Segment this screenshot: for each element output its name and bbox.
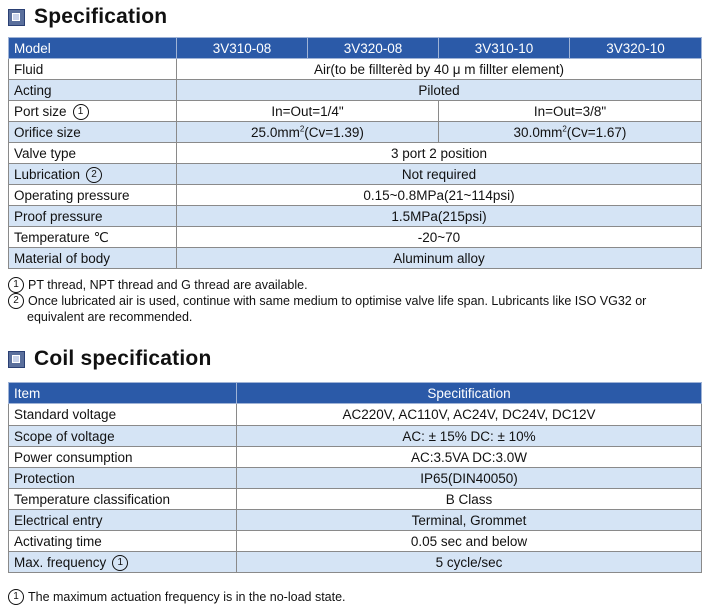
orifice-cv: (Cv=1.39) bbox=[304, 124, 364, 140]
row-label: Proof pressure bbox=[9, 206, 177, 227]
row-label: Electrical entry bbox=[9, 510, 237, 531]
row-label: Max. frequency bbox=[14, 554, 107, 570]
row-label: Temperature bbox=[14, 229, 90, 245]
table-row bbox=[9, 59, 702, 80]
row-value: Aluminum alloy bbox=[177, 248, 702, 269]
row-value-left: In=Out=1/4" bbox=[177, 101, 439, 122]
orifice-area: 30.0mm bbox=[513, 124, 563, 140]
note-marker-icon: 1 bbox=[73, 104, 89, 120]
row-value: Air(to be fillterèd by 40 μ m fillter element) bbox=[177, 59, 702, 80]
row-label: Lubrication bbox=[14, 166, 81, 182]
coil-title-text: Coil specification bbox=[34, 347, 212, 370]
table-row bbox=[9, 227, 702, 248]
table-row bbox=[9, 80, 702, 101]
square-bullet-icon bbox=[8, 9, 25, 26]
celsius-unit: ℃ bbox=[93, 229, 109, 245]
table-row bbox=[9, 468, 702, 489]
row-label-cell bbox=[9, 164, 177, 185]
table-row bbox=[9, 206, 702, 227]
row-value: AC220V, AC110V, AC24V, DC24V, DC12V bbox=[237, 404, 702, 426]
note-text: The maximum actuation frequency is in the no-load state. bbox=[28, 590, 346, 604]
row-label: Scope of voltage bbox=[9, 426, 237, 447]
table-row bbox=[9, 164, 702, 185]
spec-header-col: 3V310-08 bbox=[177, 38, 308, 59]
note-text: Once lubricated air is used, continue with same medium to optimise valve life span. Lubricants like ISO VG32 or bbox=[28, 294, 647, 308]
row-value: 3 port 2 position bbox=[177, 143, 702, 164]
table-row bbox=[9, 510, 702, 531]
spec-title-text: Specification bbox=[34, 5, 168, 28]
row-value-right bbox=[439, 122, 702, 143]
row-label: Activating time bbox=[9, 531, 237, 552]
orifice-area: 25.0mm bbox=[251, 124, 300, 140]
row-label: Acting bbox=[9, 80, 177, 101]
spec-header-model: Model bbox=[9, 38, 177, 59]
row-label-cell bbox=[9, 552, 237, 573]
table-row bbox=[9, 185, 702, 206]
row-label-cell bbox=[9, 101, 177, 122]
spec-header-col: 3V310-10 bbox=[439, 38, 570, 59]
note-marker-icon: 1 bbox=[112, 555, 128, 571]
note-number-icon: 2 bbox=[8, 293, 24, 309]
coil-notes bbox=[8, 589, 346, 605]
coil-header-row bbox=[9, 383, 702, 404]
table-row bbox=[9, 101, 702, 122]
row-value: Piloted bbox=[177, 80, 702, 101]
superscript: 2 bbox=[299, 124, 305, 133]
table-row bbox=[9, 447, 702, 468]
coil-table bbox=[8, 382, 702, 573]
note-number-icon: 1 bbox=[8, 589, 24, 605]
spec-section-title bbox=[8, 5, 167, 29]
row-label: Material of body bbox=[9, 248, 177, 269]
note-item bbox=[8, 589, 346, 605]
coil-section-title bbox=[8, 347, 211, 371]
row-value-right: In=Out=3/8" bbox=[439, 101, 702, 122]
row-label: Port size bbox=[14, 103, 67, 119]
row-value: 1.5MPa(215psi) bbox=[177, 206, 702, 227]
row-value: AC: ± 15% DC: ± 10% bbox=[237, 426, 702, 447]
note-item bbox=[8, 277, 646, 293]
table-row bbox=[9, 404, 702, 426]
table-row bbox=[9, 552, 702, 573]
table-row bbox=[9, 426, 702, 447]
row-label: Fluid bbox=[9, 59, 177, 80]
note-item bbox=[8, 293, 646, 309]
note-continuation: equivalent are recommended. bbox=[27, 310, 193, 324]
row-label: Operating pressure bbox=[9, 185, 177, 206]
note-marker-icon: 2 bbox=[86, 167, 102, 183]
row-value: IP65(DIN40050) bbox=[237, 468, 702, 489]
row-label: Valve type bbox=[9, 143, 177, 164]
square-bullet-icon bbox=[8, 351, 25, 368]
row-value: AC:3.5VA DC:3.0W bbox=[237, 447, 702, 468]
spec-table bbox=[8, 37, 702, 269]
table-row bbox=[9, 143, 702, 164]
row-value: Terminal, Grommet bbox=[237, 510, 702, 531]
row-label: Temperature classification bbox=[9, 489, 237, 510]
table-row bbox=[9, 531, 702, 552]
row-label: Orifice size bbox=[9, 122, 177, 143]
row-label-cell bbox=[9, 227, 177, 248]
table-row bbox=[9, 122, 702, 143]
row-value-left bbox=[177, 122, 439, 143]
coil-header-spec: Specitification bbox=[237, 383, 702, 404]
row-label: Power consumption bbox=[9, 447, 237, 468]
spec-header-row bbox=[9, 38, 702, 59]
row-value: B Class bbox=[237, 489, 702, 510]
note-text: PT thread, NPT thread and G thread are available. bbox=[28, 278, 308, 292]
table-row bbox=[9, 248, 702, 269]
row-value: 0.05 sec and below bbox=[237, 531, 702, 552]
superscript: 2 bbox=[562, 124, 567, 133]
row-value: 5 cycle/sec bbox=[237, 552, 702, 573]
row-value: Not required bbox=[177, 164, 702, 185]
coil-header-item: Item bbox=[9, 383, 237, 404]
note-number-icon: 1 bbox=[8, 277, 24, 293]
table-row bbox=[9, 489, 702, 510]
row-label: Protection bbox=[9, 468, 237, 489]
spec-header-col: 3V320-10 bbox=[570, 38, 702, 59]
row-label: Standard voltage bbox=[9, 404, 237, 426]
orifice-cv: (Cv=1.67) bbox=[566, 124, 627, 140]
spec-header-col: 3V320-08 bbox=[308, 38, 439, 59]
row-value: -20~70 bbox=[177, 227, 702, 248]
spec-notes bbox=[8, 277, 646, 325]
row-value: 0.15~0.8MPa(21~114psi) bbox=[177, 185, 702, 206]
